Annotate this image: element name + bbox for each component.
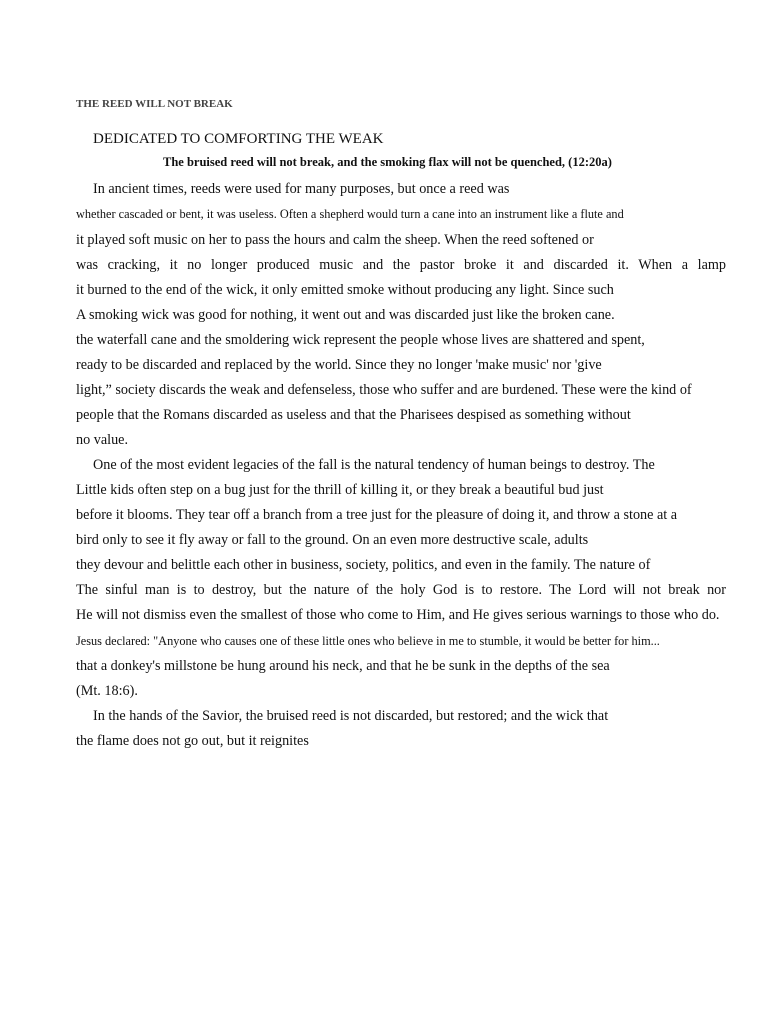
body-line: the flame does not go out, but it reignites (76, 733, 309, 749)
body-line: no value. (76, 432, 129, 448)
body-line: that a donkey's millstone be hung around his neck, and that he be sunk in the depths of the sea (76, 658, 610, 674)
body-line: Little kids often step on a bug just for the thrill of killing it, or they break a beautiful bud just (76, 482, 604, 498)
body-line: people that the Romans discarded as useless and that the Pharisees despised as something without (76, 407, 631, 423)
body-line: bird only to see it fly away or fall to the ground. On an even more destructive scale, adults (76, 532, 589, 548)
verse-epigraph: The bruised reed will not break, and the smoking flax will not be quenched, (12:20a) (163, 155, 612, 169)
body-line: He will not dismiss even the smallest of those who come to Him, and He gives serious warnings to those who do. (76, 607, 720, 623)
document-label: THE REED WILL NOT BREAK (76, 98, 233, 110)
body-line: whether cascaded or bent, it was useless. Often a shepherd would turn a cane into an instrument like a flute and (76, 207, 624, 221)
body-line: One of the most evident legacies of the fall is the natural tendency of human beings to destroy. The (93, 457, 655, 473)
body-line: they devour and belittle each other in business, society, politics, and even in the family. The nature of (76, 557, 651, 573)
body-line: the waterfall cane and the smoldering wick represent the people whose lives are shattered and spent, (76, 332, 645, 348)
body-line: ready to be discarded and replaced by the world. Since they no longer 'make music' nor 'give (76, 357, 602, 373)
body-line: was cracking, it no longer produced music and the pastor broke it and discarded it. When a lamp (76, 257, 726, 273)
body-line: before it blooms. They tear off a branch from a tree just for the pleasure of doing it, and throw a stone at a (76, 507, 678, 523)
body-line: it burned to the end of the wick, it only emitted smoke without producing any light. Since such (76, 282, 614, 298)
body-line: In the hands of the Savior, the bruised reed is not discarded, but restored; and the wick that (93, 708, 609, 724)
body-line: In ancient times, reeds were used for many purposes, but once a reed was (93, 181, 510, 197)
body-line: A smoking wick was good for nothing, it went out and was discarded just like the broken cane. (76, 307, 615, 323)
body-line: Jesus declared: "Anyone who causes one of these little ones who believe in me to stumble, it would be better for him... (76, 634, 660, 648)
dedication-heading: DEDICATED TO COMFORTING THE WEAK (93, 131, 384, 147)
body-line: (Mt. 18:6). (76, 683, 138, 699)
body-line: The sinful man is to destroy, but the nature of the holy God is to restore. The Lord will not break nor (76, 582, 726, 598)
body-line: light,” society discards the weak and defenseless, those who suffer and are burdened. These were the kind of (76, 382, 692, 398)
body-line: it played soft music on her to pass the hours and calm the sheep. When the reed softened or (76, 232, 594, 248)
